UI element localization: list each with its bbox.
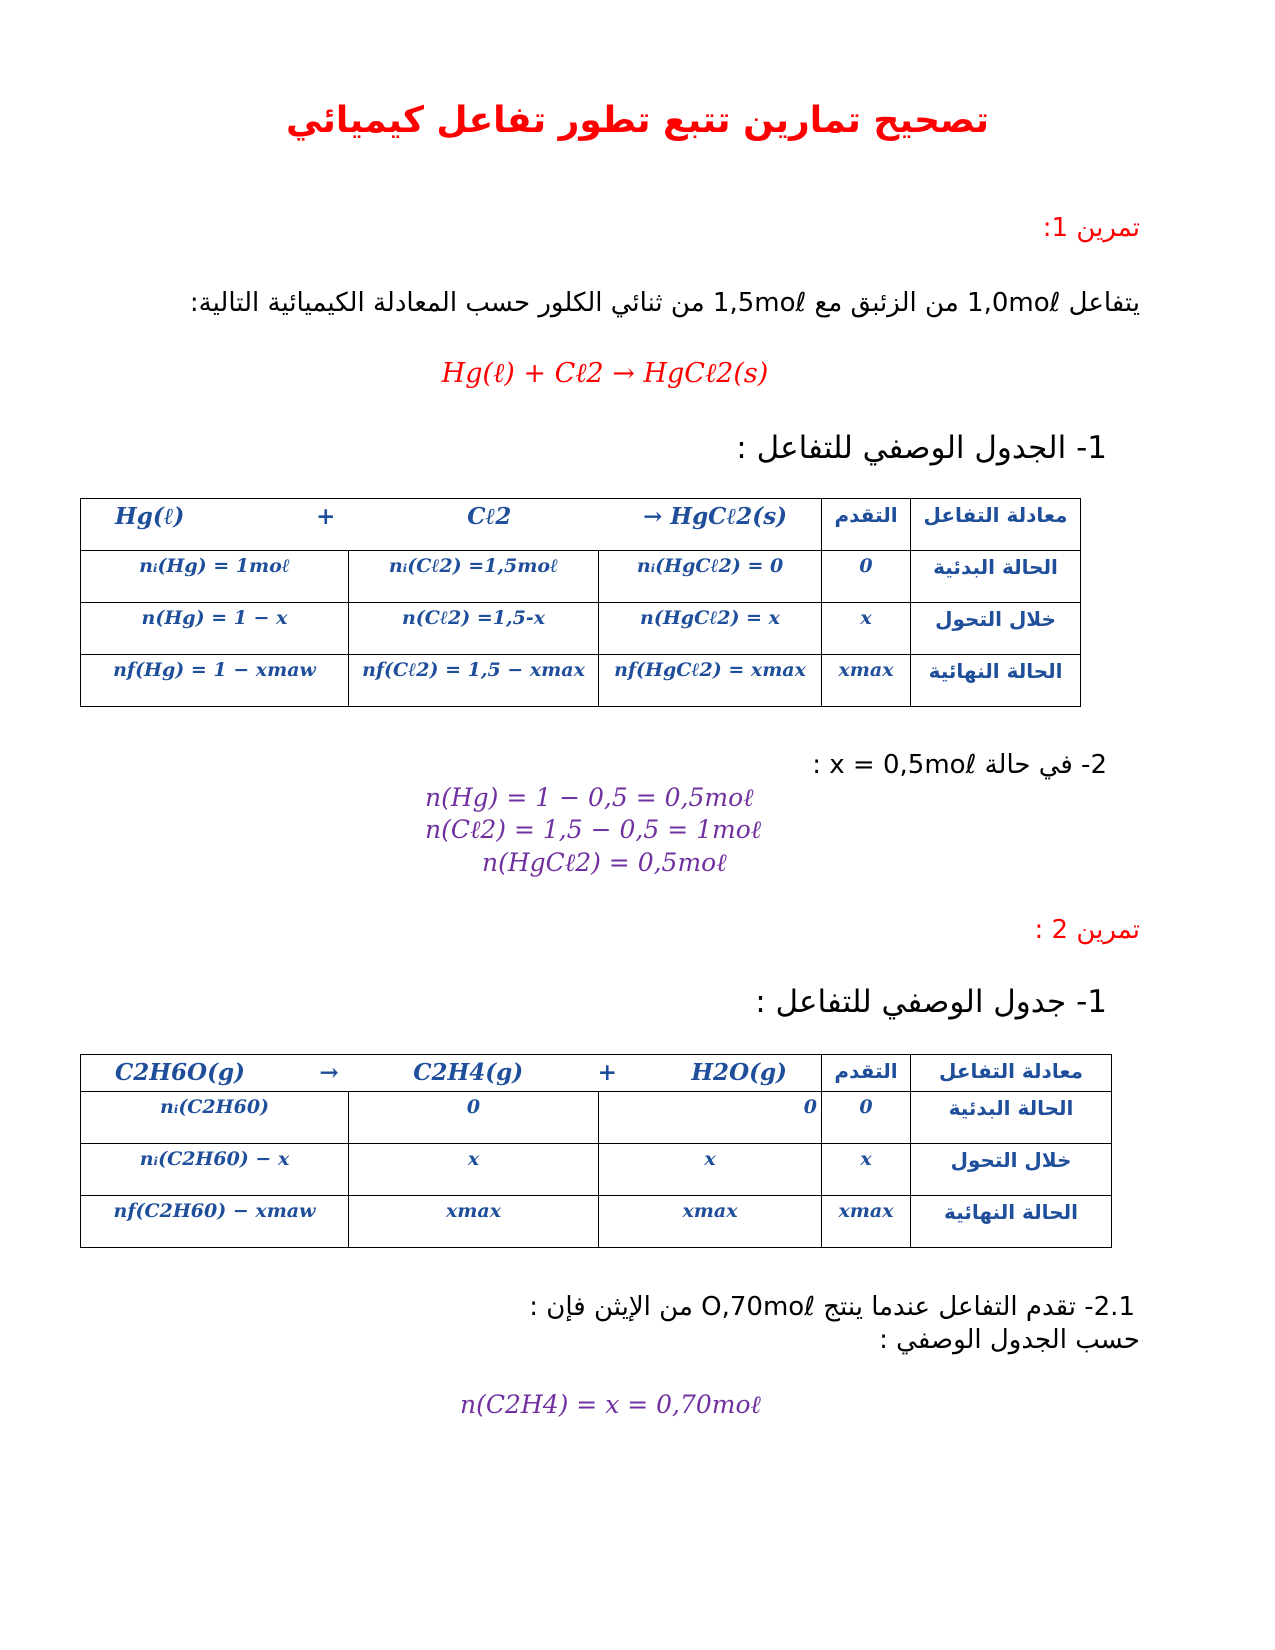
reaction-equation-row — [85, 1059, 817, 1086]
header-advance: التقدم — [822, 499, 911, 551]
cell-hg-initial: nᵢ(Hg) = 1moℓ — [81, 551, 349, 603]
reaction-equation-row — [85, 503, 817, 530]
cell-advance-final: xmax — [822, 1196, 911, 1248]
row-label-final: الحالة النهائية — [911, 1196, 1112, 1248]
page-title: تصحيح تمارين تتبع تطور تفاعل كيميائي — [285, 100, 990, 141]
cell-cl2-final: nf(Cℓ2) = 1,5 − xmax — [349, 655, 599, 707]
table-row — [81, 603, 1081, 655]
cell-hg-final: nf(Hg) = 1 − xmaw — [81, 655, 349, 707]
species-ethene: C2H4(g) — [413, 1059, 524, 1086]
cell-ethanol-initial: nᵢ(C2H60) — [81, 1092, 349, 1144]
cell-hgcl2-initial: nᵢ(HgCℓ2) = 0 — [599, 551, 822, 603]
cell-ethene-initial: 0 — [349, 1092, 599, 1144]
table-row — [81, 551, 1081, 603]
question-2-2-line2: حسب الجدول الوصفي : — [879, 1325, 1140, 1355]
table-row — [81, 1092, 1112, 1144]
plus-sign: + — [316, 503, 336, 530]
species-cl2: Cℓ2 — [467, 503, 512, 530]
row-label-during: خلال التحول — [911, 1144, 1112, 1196]
cell-advance-initial: 0 — [822, 1092, 911, 1144]
question-2-2-line1: 2.1- تقدم التفاعل عندما ينتج O,70moℓ من الإيثن فإن : — [529, 1292, 1135, 1322]
table-row — [81, 1196, 1112, 1248]
exercise-1-statement: يتفاعل 1,0moℓ من الزئبق مع 1,5moℓ من ثنائي الكلور حسب المعادلة الكيميائية التالية: — [189, 288, 1140, 318]
cell-advance-initial: 0 — [822, 551, 911, 603]
cell-cl2-initial: nᵢ(Cℓ2) =1,5moℓ — [349, 551, 599, 603]
cell-advance-during: x — [822, 1144, 911, 1196]
question-1-2: 2- في حالة x = 0,5moℓ : — [812, 750, 1107, 780]
cell-hgcl2-final: nf(HgCℓ2) = xmax — [599, 655, 822, 707]
cell-advance-during: x — [822, 603, 911, 655]
table-exercise-1 — [80, 498, 1081, 707]
header-equation-label: معادلة التفاعل — [911, 499, 1081, 551]
result-cl2: n(Cℓ2) = 1,5 − 0,5 = 1moℓ — [425, 815, 762, 844]
row-label-initial: الحالة البدئية — [911, 1092, 1112, 1144]
row-label-initial: الحالة البدئية — [911, 551, 1081, 603]
result-hg: n(Hg) = 1 − 0,5 = 0,5moℓ — [425, 783, 754, 812]
row-label-during: خلال التحول — [911, 603, 1081, 655]
result-hgcl2: n(HgCℓ2) = 0,5moℓ — [482, 848, 727, 877]
cell-water-during: x — [599, 1144, 822, 1196]
arrow: → — [319, 1059, 339, 1086]
cell-water-initial: 0 — [599, 1092, 822, 1144]
cell-ethene-during: x — [349, 1144, 599, 1196]
cell-water-final: xmax — [599, 1196, 822, 1248]
table-header-row — [81, 499, 1081, 551]
cell-hgcl2-during: n(HgCℓ2) = x — [599, 603, 822, 655]
question-2-1: 1- جدول الوصفي للتفاعل : — [755, 984, 1107, 1020]
plus-sign: + — [597, 1059, 617, 1086]
header-equation-label: معادلة التفاعل — [911, 1055, 1112, 1092]
question-1-1: 1- الجدول الوصفي للتفاعل : — [736, 430, 1107, 466]
cell-ethanol-final: nf(C2H60) − xmaw — [81, 1196, 349, 1248]
table-header-row — [81, 1055, 1112, 1092]
header-advance: التقدم — [822, 1055, 911, 1092]
chemical-equation: Hg(ℓ) + Cℓ2 → HgCℓ2(s) — [441, 358, 769, 389]
cell-hg-during: n(Hg) = 1 − x — [81, 603, 349, 655]
row-label-final: الحالة النهائية — [911, 655, 1081, 707]
species-ethanol: C2H6O(g) — [115, 1059, 245, 1086]
table-row — [81, 1144, 1112, 1196]
exercise-1-heading: تمرين 1: — [1042, 213, 1140, 243]
species-water: H2O(g) — [691, 1059, 787, 1086]
species-hg: Hg(ℓ) — [115, 503, 185, 530]
cell-ethene-final: xmax — [349, 1196, 599, 1248]
species-hgcl2: → HgCℓ2(s) — [643, 503, 788, 530]
cell-cl2-during: n(Cℓ2) =1,5-x — [349, 603, 599, 655]
result-ethene: n(C2H4) = x = 0,70moℓ — [460, 1390, 761, 1419]
table-exercise-2 — [80, 1054, 1112, 1248]
cell-advance-final: xmax — [822, 655, 911, 707]
cell-ethanol-during: nᵢ(C2H60) − x — [81, 1144, 349, 1196]
exercise-2-heading: تمرين 2 : — [1034, 915, 1140, 945]
table-row — [81, 655, 1081, 707]
